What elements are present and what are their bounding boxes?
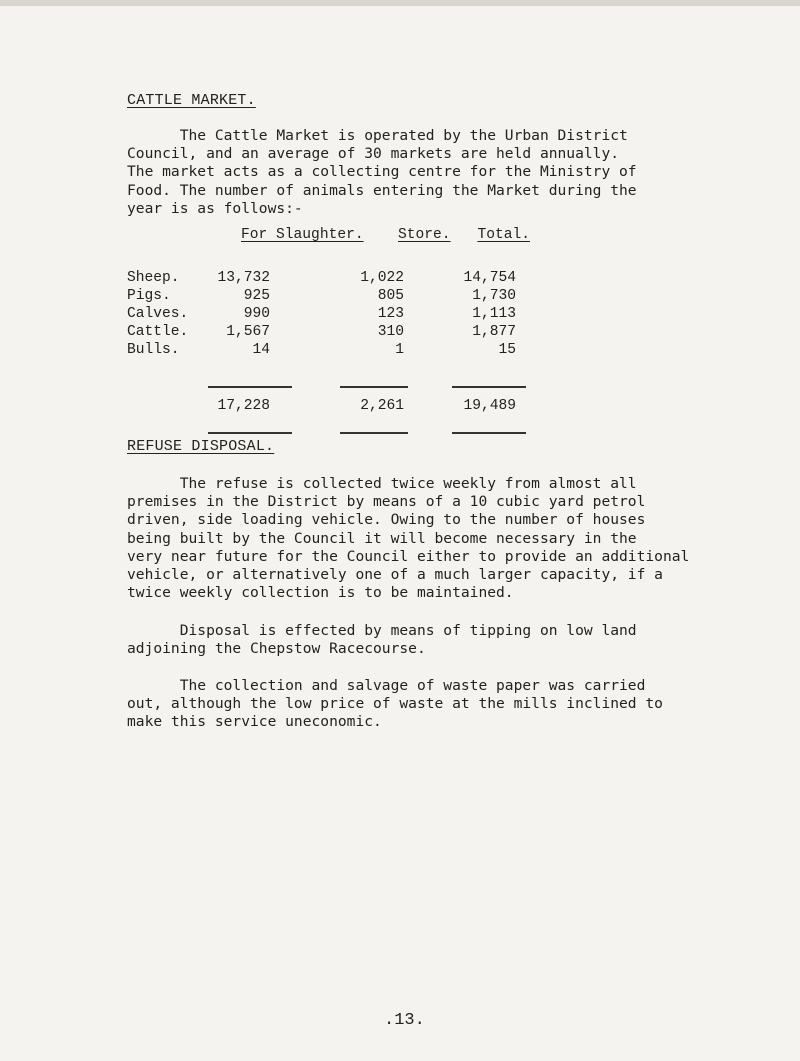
paragraph-line: premises in the District by means of a 10 cubic yard petrol <box>127 493 646 511</box>
paragraph-line: Food. The number of animals entering the Market during the <box>127 181 637 199</box>
row-label: Pigs. <box>127 288 171 304</box>
total-rule <box>208 432 292 434</box>
column-header-total: Total. <box>477 227 530 243</box>
row-label: Calves. <box>127 306 189 322</box>
total-value: 1,113 <box>472 306 516 322</box>
column-header-slaughter: For Slaughter. <box>241 227 364 243</box>
total-rule <box>340 432 408 434</box>
store-total: 2,261 <box>360 398 404 414</box>
column-header-store: Store. <box>398 227 451 243</box>
slaughter-value: 14 <box>252 342 270 358</box>
store-value: 1,022 <box>360 270 404 286</box>
row-label: Sheep. <box>127 270 180 286</box>
slaughter-value: 990 <box>243 306 270 322</box>
page-number: .13. <box>384 1011 425 1030</box>
paragraph-line: adjoining the Chepstow Racecourse. <box>127 640 426 658</box>
slaughter-value: 13,732 <box>217 270 270 286</box>
slaughter-value: 1,567 <box>226 324 270 340</box>
total-rule <box>452 386 526 388</box>
table-row <box>0 270 800 288</box>
grand-total: 19,489 <box>463 398 516 414</box>
total-value: 1,877 <box>472 324 516 340</box>
paragraph-line: driven, side loading vehicle. Owing to the number of houses <box>127 511 646 529</box>
paragraph-line: make this service uneconomic. <box>127 713 382 731</box>
table-row <box>0 342 800 360</box>
store-value: 310 <box>377 324 404 340</box>
totals-row <box>0 398 800 416</box>
paragraph-line: being built by the Council it will become necessary in the <box>127 529 637 547</box>
scan-edge <box>0 0 800 6</box>
store-value: 1 <box>395 342 404 358</box>
paragraph-line: very near future for the Council either to provide an additional <box>127 547 690 565</box>
total-value: 14,754 <box>463 270 516 286</box>
table-row <box>0 324 800 342</box>
paragraph-line: The collection and salvage of waste paper was carried <box>127 677 646 694</box>
paragraph-line: Disposal is effected by means of tipping on low land <box>127 622 637 639</box>
table-row <box>0 306 800 324</box>
paragraph-line: The Cattle Market is operated by the Urban District <box>127 127 628 144</box>
table-row <box>0 288 800 306</box>
total-rule <box>340 386 408 388</box>
total-rule <box>452 432 526 434</box>
paragraph-line: twice weekly collection is to be maintained. <box>127 584 514 602</box>
paragraph-line: year is as follows:- <box>127 199 303 217</box>
refuse-paragraph-3 <box>127 677 687 732</box>
paragraph-line: Council, and an average of 30 markets are held annually. <box>127 145 620 163</box>
refuse-paragraph-2 <box>127 622 687 658</box>
total-rule <box>208 386 292 388</box>
slaughter-total: 17,228 <box>217 398 270 414</box>
total-value: 15 <box>498 342 516 358</box>
paragraph-line: out, although the low price of waste at the mills inclined to <box>127 695 663 713</box>
cattle-market-heading: CATTLE MARKET. <box>127 92 256 109</box>
store-value: 805 <box>377 288 404 304</box>
row-label: Bulls. <box>127 342 180 358</box>
refuse-paragraph-1 <box>127 475 690 602</box>
slaughter-value: 925 <box>243 288 270 304</box>
store-value: 123 <box>377 306 404 322</box>
paragraph-line: The market acts as a collecting centre for the Ministry of <box>127 163 637 181</box>
total-value: 1,730 <box>472 288 516 304</box>
paragraph-line: vehicle, or alternatively one of a much larger capacity, if a <box>127 566 663 584</box>
refuse-disposal-heading: REFUSE DISPOSAL. <box>127 438 275 455</box>
cattle-market-paragraph <box>127 127 687 218</box>
paragraph-line: The refuse is collected twice weekly from almost all <box>127 475 637 492</box>
row-label: Cattle. <box>127 324 189 340</box>
